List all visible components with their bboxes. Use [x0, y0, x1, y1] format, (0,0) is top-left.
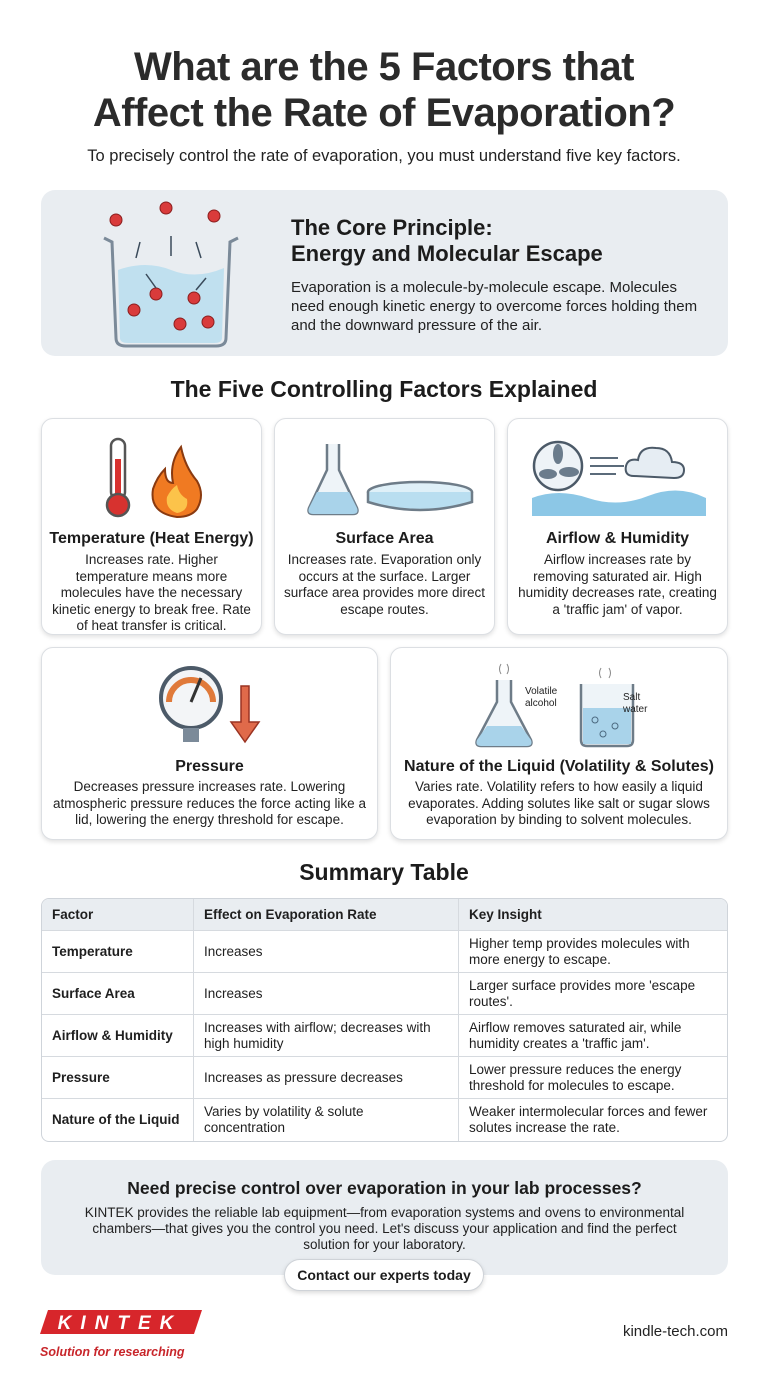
subtitle: To precisely control the rate of evaporation, you must understand five key factors. — [87, 147, 681, 165]
table-row — [42, 1057, 727, 1099]
table-cell: Surface Area — [42, 973, 194, 1015]
table-row — [42, 973, 727, 1015]
kintek-logo[interactable] — [40, 1308, 205, 1359]
factor-card-surface-area — [274, 418, 495, 635]
table-row — [42, 1099, 727, 1141]
factor-card-nature-of-liquid — [390, 647, 728, 840]
website-link[interactable]: kindle-tech.com — [622, 1323, 728, 1340]
factor-card-pressure — [41, 647, 378, 840]
table-header: Key Insight — [459, 899, 727, 931]
factor-title: Airflow & Humidity — [545, 530, 690, 547]
table-cell: Temperature — [42, 931, 194, 973]
summary-heading: Summary Table — [299, 859, 469, 885]
gauge-arrow-icon — [155, 662, 265, 748]
salt-water-label: Salt water — [623, 692, 648, 715]
factor-text: Airflow increases rate by removing saturated air. High humidity decreases rate, creating a 'traffic jam' of vapor. — [518, 552, 717, 617]
thermometer-flame-icon — [97, 433, 207, 519]
logo-tagline: Solution for researching — [40, 1345, 185, 1359]
volatile-alcohol-label: Volatile alcohol — [525, 686, 558, 709]
page-title: What are the 5 Factors that Affect the Rate of Evaporation? — [92, 45, 676, 135]
beaker-molecules-icon — [96, 198, 246, 350]
table-cell: Increases with airflow; decreases with high humidity — [194, 1015, 459, 1057]
factor-title: Pressure — [175, 758, 244, 775]
table-cell: Airflow removes saturated air, while humidity creates a 'traffic jam'. — [459, 1015, 727, 1057]
factor-title: Nature of the Liquid (Volatility & Solutes) — [404, 758, 714, 775]
table-cell: Nature of the Liquid — [42, 1099, 194, 1141]
table-row — [42, 931, 727, 973]
table-cell: Increases — [194, 973, 459, 1015]
factor-text: Increases rate. Evaporation only occurs at the surface. Larger surface area provides more direct escape routes. — [283, 552, 486, 617]
table-header: Factor — [42, 899, 194, 931]
table-cell: Increases — [194, 931, 459, 973]
table-header: Effect on Evaporation Rate — [194, 899, 459, 931]
summary-table — [41, 898, 728, 1142]
factor-text: Varies rate. Volatility refers to how easily a liquid evaporates. Adding solutes like salt or sugar slows evaporation by binding to solvent molecules. — [408, 779, 710, 827]
table-row — [42, 1015, 727, 1057]
core-text: Evaporation is a molecule-by-molecule escape. Molecules need enough kinetic energy to overcome forces holding them and the downward pressure of the air. — [291, 279, 698, 334]
table-cell: Increases as pressure decreases — [194, 1057, 459, 1099]
cta-panel — [41, 1160, 728, 1275]
cta-title: Need precise control over evaporation in your lab processes? — [127, 1178, 642, 1198]
core-principle-panel — [41, 190, 728, 356]
factors-heading: The Five Controlling Factors Explained — [170, 376, 598, 402]
table-cell: Varies by volatility & solute concentration — [194, 1099, 459, 1141]
table-cell: Larger surface provides more 'escape routes'. — [459, 973, 727, 1015]
kintek-logo-mark — [40, 1308, 205, 1336]
factor-title: Surface Area — [335, 530, 434, 547]
table-header-row — [42, 899, 727, 931]
contact-experts-button[interactable]: Contact our experts today — [284, 1259, 484, 1291]
table-cell: Weaker intermolecular forces and fewer solutes increase the rate. — [469, 1104, 708, 1135]
svg-text:KINTEK: KINTEK — [57, 1313, 183, 1334]
fan-cloud-icon — [528, 436, 708, 516]
core-title: The Core Principle: Energy and Molecular Escape — [291, 215, 603, 266]
factor-text: Decreases pressure increases rate. Lowering atmospheric pressure reduces the force acting like a lid, lowering the energy threshold for escape. — [53, 779, 366, 827]
factor-card-temperature — [41, 418, 262, 635]
table-cell: Higher temp provides molecules with more energy to escape. — [459, 931, 727, 973]
table-cell: Airflow & Humidity — [42, 1015, 194, 1057]
flask-dish-icon — [295, 436, 475, 516]
factor-title: Temperature (Heat Energy) — [49, 530, 254, 547]
factor-card-airflow-humidity — [507, 418, 728, 635]
table-cell: Pressure — [42, 1057, 194, 1099]
factor-text: Increases rate. Higher temperature means more molecules have the necessary kinetic energy to break free. Rate of heat transfer is critical. — [52, 552, 251, 633]
table-cell: Lower pressure reduces the energy threshold for molecules to escape. — [459, 1057, 727, 1099]
cta-text: KINTEK provides the reliable lab equipment—from evaporation systems and ovens to environmental chambers—that gives you the control you need. Let's discuss your application and find the perfect solution for your laboratory. — [84, 1205, 685, 1252]
